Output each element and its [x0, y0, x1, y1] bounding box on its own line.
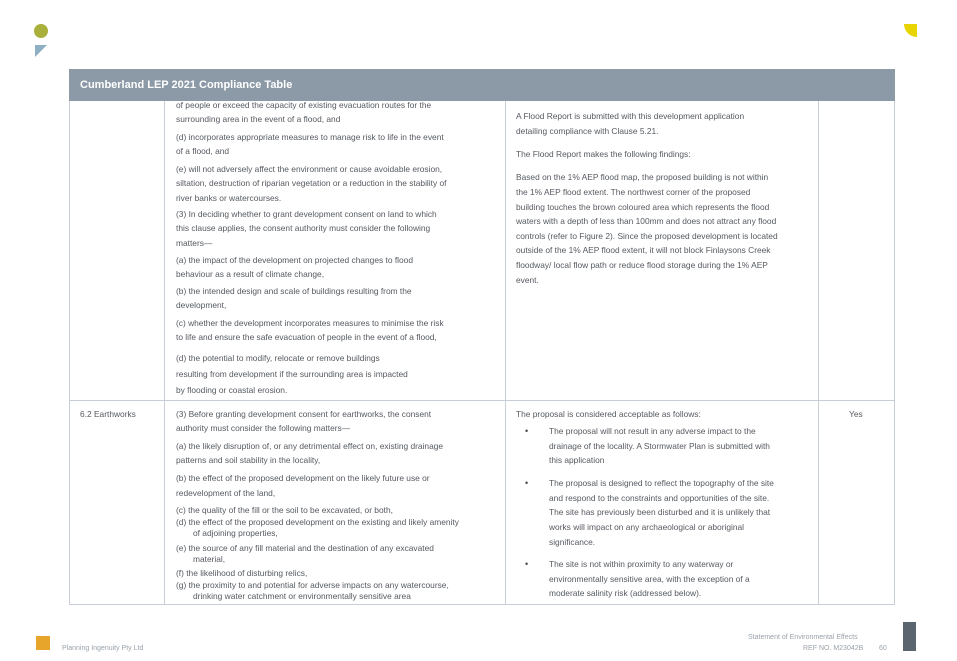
table-body — [69, 101, 895, 605]
response-line: floodway/ local flow path or reduce flood storage during the 1% AEP — [516, 260, 768, 270]
clause-line: (e) the source of any fill material and the destination of any excavated — [176, 543, 434, 553]
clause-line: of people or exceed the capacity of existing evacuation routes for the — [176, 100, 432, 110]
clause-line: (c) whether the development incorporates measures to minimise the risk — [176, 318, 444, 328]
response-line: Based on the 1% AEP flood map, the proposed building is not within — [516, 172, 769, 182]
clause-line: (c) the quality of the fill or the soil to be excavated, or both, — [176, 505, 393, 515]
footer-ref: REF NO. M23042B — [803, 645, 864, 652]
clause-line: by flooding or coastal erosion. — [176, 385, 288, 395]
clause-line: river banks or watercourses. — [176, 193, 282, 203]
decorative-triangle-icon — [35, 45, 47, 57]
clause-line: material, — [193, 554, 226, 564]
bullet-line: drainage of the locality. A Stormwater Plan is submitted with — [549, 441, 770, 451]
bullet-line: this application — [549, 455, 605, 465]
bullet-line: The proposal is designed to reflect the topography of the site — [549, 478, 774, 488]
clause-line: to life and ensure the safe evacuation of people in the event of a flood, — [176, 332, 437, 342]
clause-line: (3) Before granting development consent for earthworks, the consent — [176, 409, 432, 419]
bullet-line: significance. — [549, 537, 596, 547]
clause-line: (e) will not adversely affect the environment or cause avoidable erosion, — [176, 164, 443, 174]
col-border-right — [894, 101, 895, 605]
col-border-1 — [164, 101, 165, 605]
clause-line: drinking water catchment or environmentally sensitive area — [193, 591, 411, 601]
bullet-icon: • — [525, 559, 529, 569]
response-line: building touches the brown coloured area which represents the flood — [516, 202, 770, 212]
clause-line: authority must consider the following matters— — [176, 423, 351, 433]
col-border-left — [69, 101, 70, 605]
response-line: waters with a depth of less than 100mm and does not attract any flood — [516, 216, 777, 226]
bullet-icon: • — [525, 478, 529, 488]
clause-line: (f) the likelihood of disturbing relics, — [176, 568, 308, 578]
compliance-table — [69, 69, 895, 605]
response-line: event. — [516, 275, 539, 285]
decorative-corner-shape-icon — [904, 24, 917, 37]
clause-line: (d) the effect of the proposed development on the existing and likely amenity — [176, 517, 459, 527]
bullet-line: The site is not within proximity to any waterway or — [549, 559, 734, 569]
response-line: detailing compliance with Clause 5.21. — [516, 126, 659, 136]
response-line: A Flood Report is submitted with this development application — [516, 111, 745, 121]
clause-line: (d) the potential to modify, relocate or remove buildings — [176, 353, 380, 363]
response-line: the 1% AEP flood extent. The northwest corner of the proposed — [516, 187, 751, 197]
clause-line: behaviour as a result of climate change, — [176, 269, 325, 279]
col-border-2 — [505, 101, 506, 605]
clause-line: patterns and soil stability in the locality, — [176, 455, 321, 465]
clause-line: (a) the impact of the development on projected changes to flood — [176, 255, 413, 265]
clause-line: (a) the likely disruption of, or any detrimental effect on, existing drainage — [176, 441, 444, 451]
clause-line: surrounding area in the event of a flood, and — [176, 114, 341, 124]
bullet-line: works will impact on any archaeological or aboriginal — [549, 522, 745, 532]
table-header — [69, 69, 895, 101]
response-intro: The proposal is considered acceptable as follows: — [516, 409, 701, 419]
bullet-icon: • — [525, 426, 529, 436]
table-title: Cumberland LEP 2021 Compliance Table — [80, 79, 293, 91]
footer-logo-square-icon — [36, 636, 50, 650]
response-line: controls (refer to Figure 2). Since the proposed development is located — [516, 231, 778, 241]
clause-line: resulting from development if the surrounding area is impacted — [176, 369, 408, 379]
page-number: 60 — [879, 645, 887, 652]
col-border-3 — [818, 101, 819, 605]
clause-line: (3) In deciding whether to grant development consent on land to which — [176, 209, 437, 219]
bullet-line: The proposal will not result in any adverse impact to the — [549, 426, 756, 436]
clause-title-earthworks: 6.2 Earthworks — [80, 409, 136, 419]
response-line: The Flood Report makes the following findings: — [516, 149, 691, 159]
clause-line: of adjoining properties, — [193, 528, 278, 538]
clause-line: (g) the proximity to and potential for adverse impacts on any watercourse, — [176, 580, 449, 590]
bullet-line: environmentally sensitive area, with the exception of a — [549, 574, 750, 584]
clause-line: this clause applies, the consent authority must consider the following — [176, 223, 431, 233]
clause-line: matters— — [176, 238, 213, 248]
bullet-line: moderate salinity risk (addressed below). — [549, 588, 702, 598]
clause-line: redevelopment of the land, — [176, 488, 276, 498]
footer-doc-title: Statement of Environmental Effects — [748, 634, 858, 641]
bullet-line: The site has previously been disturbed and it is unlikely that — [549, 507, 771, 517]
compliance-status: Yes — [849, 409, 863, 419]
table-bottom-border — [69, 604, 895, 605]
clause-line: development, — [176, 300, 227, 310]
clause-line: (b) the effect of the proposed development on the likely future use or — [176, 473, 430, 483]
decorative-circle-icon — [34, 24, 48, 38]
clause-line: of a flood, and — [176, 146, 230, 156]
row-divider — [69, 400, 895, 401]
clause-line: siltation, destruction of riparian vegetation or a reduction in the stability of — [176, 178, 447, 188]
response-line: outside of the 1% AEP flood extent, it will not block Finlaysons Creek — [516, 245, 771, 255]
clause-line: (b) the intended design and scale of buildings resulting from the — [176, 286, 412, 296]
footer-bar-decoration — [903, 622, 916, 651]
clause-line: (d) incorporates appropriate measures to manage risk to life in the event — [176, 132, 444, 142]
footer-company: Planning Ingenuity Pty Ltd — [62, 645, 144, 652]
bullet-line: and respond to the constraints and opportunities of the site. — [549, 493, 770, 503]
